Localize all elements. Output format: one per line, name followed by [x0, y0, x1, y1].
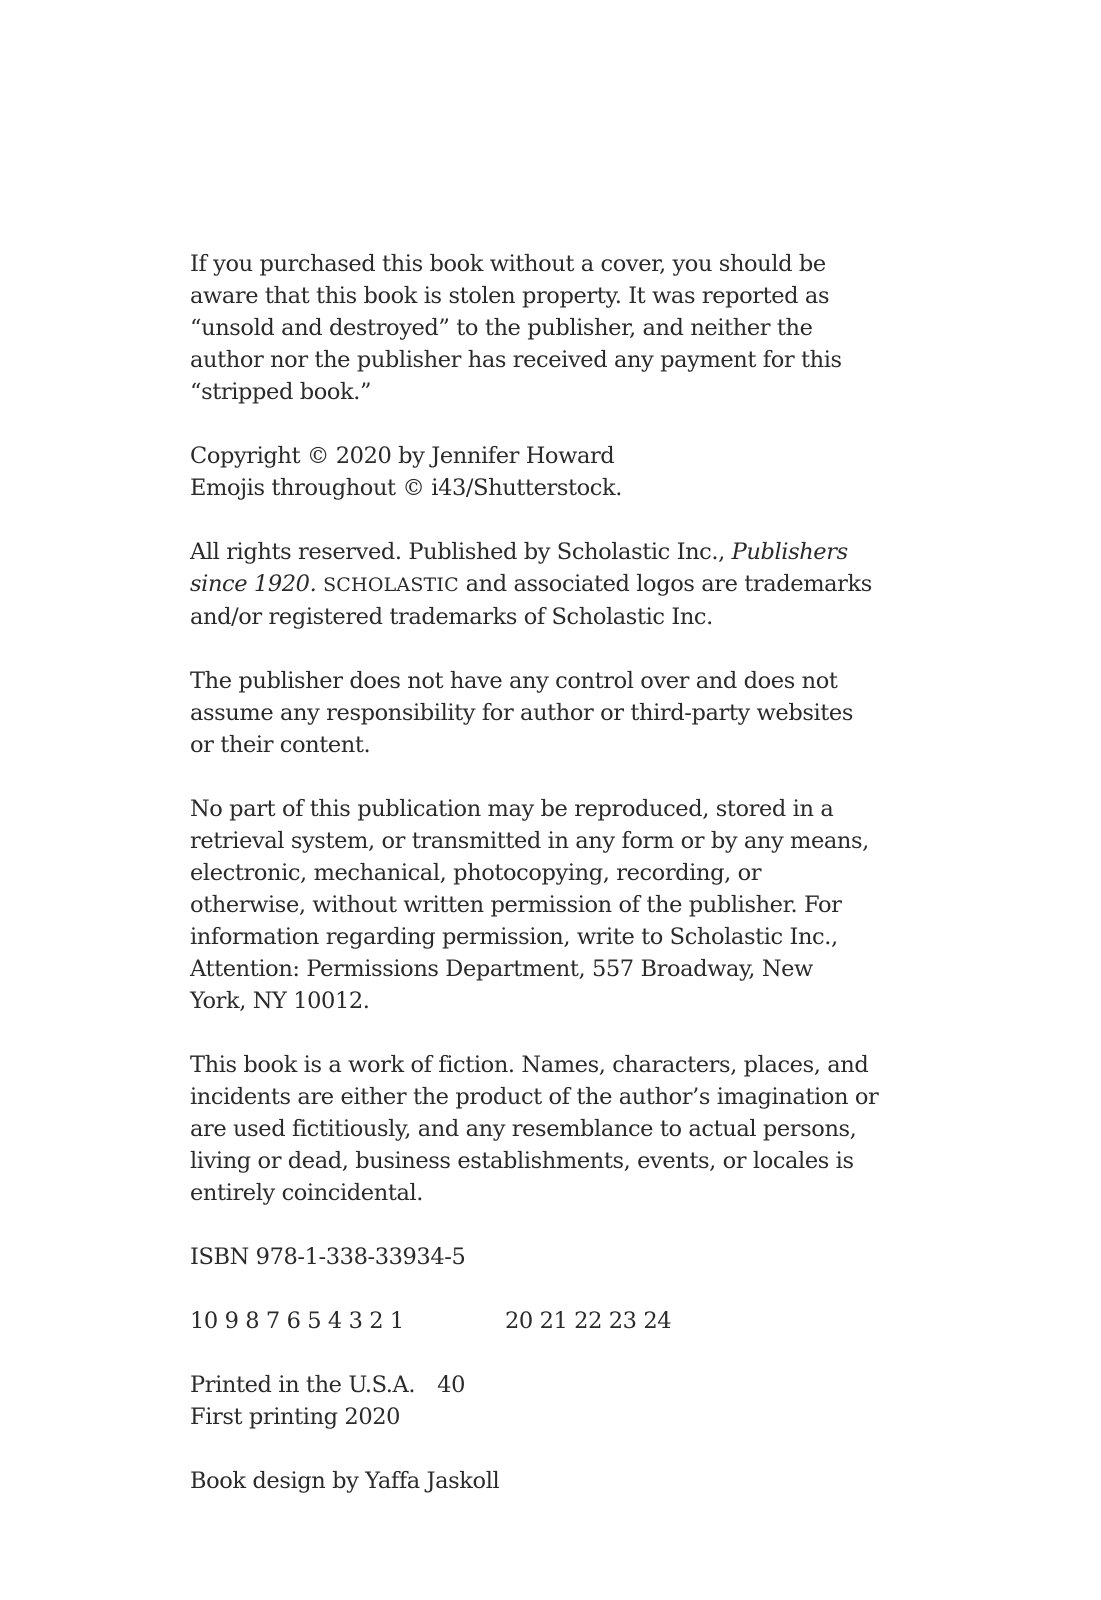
- text-line: No part of this publication may be reproduced, stored in a: [190, 796, 834, 822]
- publishers-italic: Publishers: [731, 539, 848, 565]
- trademark-text: and associated logos are trademarks: [458, 571, 872, 597]
- text-line: If you purchased this book without a cover, you should be: [190, 251, 826, 277]
- printer-code: 40: [437, 1372, 465, 1398]
- printing-years: 20 21 22 23 24: [505, 1308, 672, 1334]
- rights-reserved-notice: [190, 536, 890, 633]
- scholastic-smallcaps: SCHOLASTIC: [323, 574, 459, 596]
- isbn-block: [190, 1241, 890, 1273]
- printing-row: [190, 1305, 890, 1337]
- rights-text: All rights reserved. Published by Scholastic Inc.,: [190, 539, 732, 565]
- text-line: assume any responsibility for author or third-party websites: [190, 700, 853, 726]
- copyright-notice: [190, 440, 890, 504]
- text-line: author nor the publisher has received any payment for this: [190, 347, 842, 373]
- text-line: aware that this book is stolen property. It was reported as: [190, 283, 830, 309]
- text-line: incidents are either the product of the author’s imagination or: [190, 1084, 879, 1110]
- printed-in-block: [190, 1369, 890, 1433]
- text-line: are used fictitiously, and any resemblance to actual persons,: [190, 1116, 857, 1142]
- first-printing: First printing 2020: [190, 1404, 401, 1430]
- stripped-book-notice: [190, 248, 890, 408]
- text-line: entirely coincidental.: [190, 1180, 424, 1206]
- websites-notice: [190, 665, 890, 761]
- text-line: and/or registered trademarks of Scholastic Inc.: [190, 604, 713, 630]
- emoji-credit-line: Emojis throughout © i43/Shutterstock.: [190, 475, 622, 501]
- isbn: ISBN 978-1-338-33934-5: [190, 1244, 466, 1270]
- text-line: or their content.: [190, 732, 371, 758]
- copyright-text-block: [190, 248, 890, 1529]
- fiction-notice: [190, 1049, 890, 1209]
- design-credit-block: [190, 1465, 890, 1497]
- reproduction-notice: [190, 793, 890, 1017]
- printed-in-line: [190, 1369, 890, 1401]
- text-line: This book is a work of fiction. Names, characters, places, and: [190, 1052, 869, 1078]
- text-line: living or dead, business establishments, events, or locales is: [190, 1148, 854, 1174]
- text-line: The publisher does not have any control over and does not: [190, 668, 838, 694]
- text-line: “unsold and destroyed” to the publisher, and neither the: [190, 315, 813, 341]
- text-line: retrieval system, or transmitted in any form or by any means,: [190, 828, 869, 854]
- text-line: information regarding permission, write to Scholastic Inc.,: [190, 924, 838, 950]
- since-1920-italic: since 1920.: [190, 571, 317, 597]
- printing-line-block: [190, 1305, 890, 1337]
- printing-numbers: 10 9 8 7 6 5 4 3 2 1: [190, 1308, 404, 1334]
- text-line: [190, 568, 890, 601]
- copyright-line: Copyright © 2020 by Jennifer Howard: [190, 443, 615, 469]
- text-line: York, NY 10012.: [190, 988, 370, 1014]
- printed-in: Printed in the U.S.A.: [190, 1372, 416, 1398]
- text-line: [190, 536, 890, 568]
- text-line: Attention: Permissions Department, 557 Broadway, New: [190, 956, 813, 982]
- text-line: otherwise, without written permission of the publisher. For: [190, 892, 842, 918]
- text-line: electronic, mechanical, photocopying, recording, or: [190, 860, 762, 886]
- text-line: “stripped book.”: [190, 379, 372, 405]
- book-design-credit: Book design by Yaffa Jaskoll: [190, 1468, 500, 1494]
